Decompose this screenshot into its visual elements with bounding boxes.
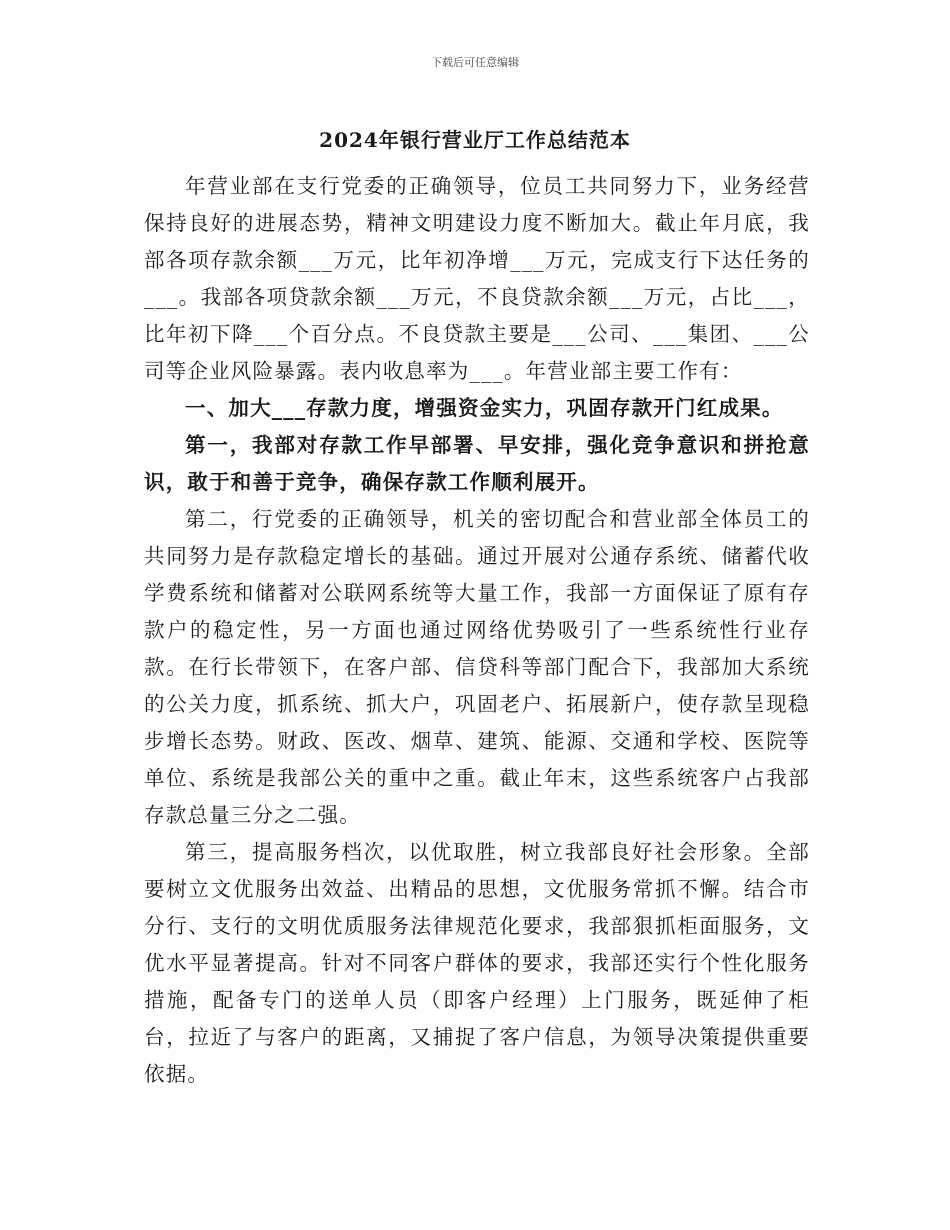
section-heading-1: 一、加大___存款力度，增强资金实力，巩固存款开门红成果。 (185, 396, 784, 420)
page-header-note: 下载后可任意编辑 (431, 56, 519, 69)
document-body (144, 168, 810, 1093)
point-2-paragraph: 第二，行党委的正确领导，机关的密切配合和营业部全体员工的共同努力是存款稳定增长的基础。通过开展对公通存系统、储蓄代收学费系统和储蓄对公联网系统等大量工作，我部一方面保证了原有存款户的稳定性，另一方面也通过网络优势吸引了一些系统性行业存款。在行长带领下，在客户部、信贷科等部门配合下，我部加大系统的公关力度，抓系统、抓大户，巩固老户、拓展新户，使存款呈现稳步增长态势。财政、医改、烟草、建筑、能源、交通和学校、医院等单位、系统是我部公关的重中之重。截止年末，这些系统客户占我部存款总量三分之二强。 (144, 507, 810, 827)
point-1-paragraph: 第一，我部对存款工作早部署、早安排，强化竞争意识和拼抢意识，敢于和善于竞争，确保存款工作顺利展开。 (144, 433, 810, 494)
intro-paragraph: 年营业部在支行党委的正确领导，位员工共同努力下，业务经营保持良好的进展态势，精神文明建设力度不断加大。截止年月底，我部各项存款余额___万元，比年初净增___万元，完成支行下达任务的___。我部各项贷款余额___万元，不良贷款余额___万元，占比___，比年初下降___个百分点。不良贷款主要是___公司、___集团、___公司等企业风险暴露。表内收息率为___。年营业部主要工作有： (144, 174, 810, 383)
point-3-paragraph: 第三，提高服务档次，以优取胜，树立我部良好社会形象。全部要树立文优服务出效益、出精品的思想，文优服务常抓不懈。结合市分行、支行的文明优质服务法律规范化要求，我部狠抓柜面服务，文优水平显著提高。针对不同客户群体的要求，我部还实行个性化服务措施，配备专门的送单人员（即客户经理）上门服务，既延伸了柜台，拉近了与客户的距离，又捕捉了客户信息，为领导决策提供重要依据。 (144, 840, 810, 1086)
document-title: 2024年银行营业厅工作总结范本 (319, 128, 631, 152)
